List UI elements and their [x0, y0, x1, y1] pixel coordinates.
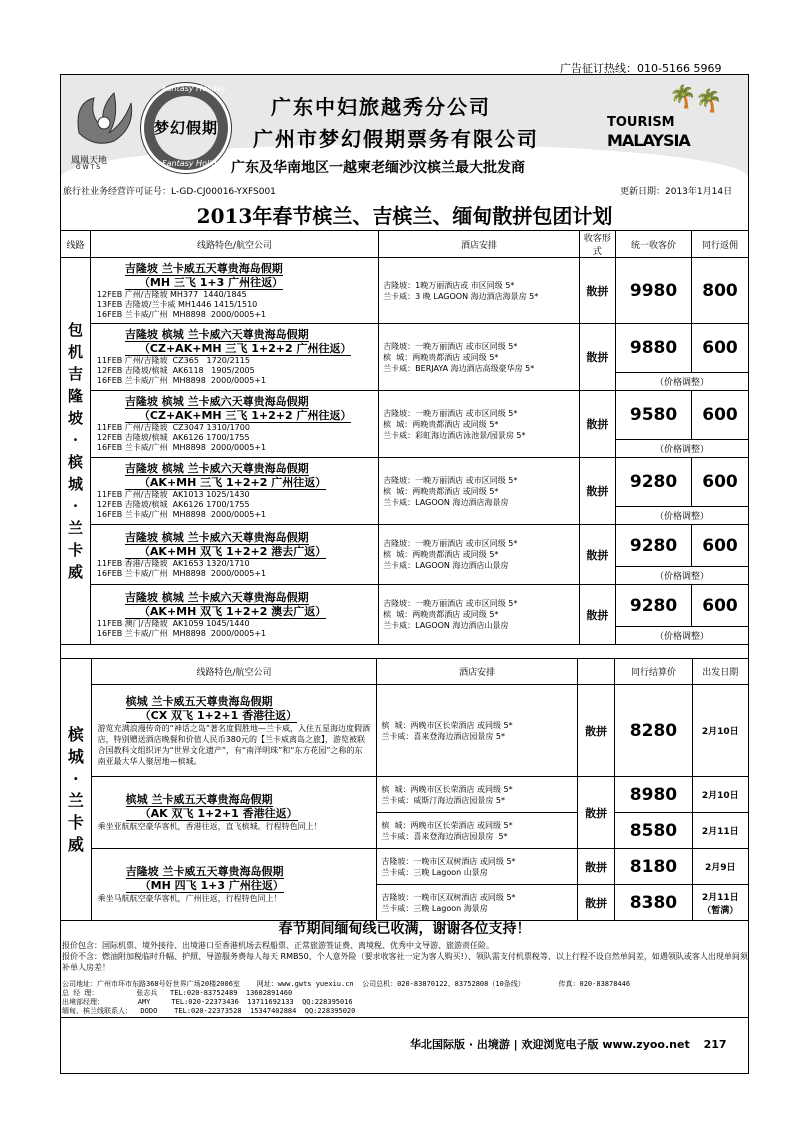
type-cell: 散拼: [579, 391, 615, 458]
commission-cell: 600: [692, 458, 749, 507]
route-sub: （MH 三飞 1+3 广州往返）: [125, 276, 283, 290]
footer-text: 华北国际版 · 出境游 | 欢迎浏览电子版 www.zyoo.net: [410, 1038, 690, 1051]
price-cell: 9580: [616, 391, 692, 440]
price-adjust-note: （价格调整）: [616, 507, 749, 525]
fenghuang-logo-icon: [69, 83, 139, 153]
table-row: [61, 777, 749, 813]
hotel-cell: 吉隆坡：一晚万丽酒店 或市区同级 5* 槟 城：两晚贵都酒店 或同级 5* 兰卡威：BERJAYA 海边酒店高级豪华房 5*: [379, 324, 580, 391]
hotel-cell: 吉隆坡：1晚万丽酒店或 市区同级 5* 兰卡威：3 晚 LAGOON 海边酒店海景房 5*: [379, 258, 580, 324]
type-cell: 散拼: [579, 585, 615, 645]
price-adjust-note: （价格调整）: [616, 373, 749, 391]
date-cell: 2月10日: [692, 777, 748, 813]
type-cell: 散拼: [577, 849, 615, 885]
flight-info: 11FEB 澳门/吉隆坡 AK1059 1045/1440 16FEB 兰卡威/广州 MH8898 2000/0005+1: [96, 618, 267, 638]
commission-cell: 600: [692, 525, 749, 567]
type-cell: 散拼: [579, 525, 615, 585]
page-number: 217: [703, 1038, 727, 1051]
col-header-features: 线路特色/航空公司: [91, 659, 377, 685]
date-cell: 2月9日: [692, 849, 748, 885]
price-cell: 9980: [616, 258, 692, 324]
myanmar-closed-notice: 春节期间缅甸线已收满，谢谢各位支持！: [278, 921, 531, 937]
price-cell: 8580: [615, 813, 692, 849]
route-sub: （AK+MH 双飞 1+2+2 港去广返）: [125, 545, 326, 559]
price-cell: 9280: [616, 585, 692, 627]
fantasy-holiday-logo: [141, 83, 231, 173]
hotel-cell: 吉隆坡：一晚市区双树酒店 或同级 5* 兰卡威：三晚 Lagoon 山景房: [377, 849, 577, 885]
date-cell: 2月11日 （暂满）: [692, 885, 748, 921]
route-title: 吉隆坡 兰卡威五天尊贵海岛假期: [124, 261, 283, 275]
type-cell: 散拼: [577, 777, 615, 849]
commission-cell: 600: [692, 585, 749, 627]
footer: [410, 1036, 727, 1052]
category-penang: 槟 城 · 兰 卡 威: [61, 659, 92, 921]
type-cell: 散拼: [579, 324, 615, 391]
type-cell: 散拼: [579, 458, 615, 525]
price-notes: [62, 940, 748, 973]
table-row: [61, 324, 749, 373]
type-cell: 散拼: [579, 258, 615, 324]
table-row: [61, 525, 749, 567]
table-header-row: [61, 231, 749, 258]
price-cell: 8380: [615, 885, 692, 921]
type-cell: 散拼: [577, 685, 615, 777]
hotel-cell: 槟 城：两晚市区长荣酒店 或同级 5* 兰卡威：喜来登海边酒店园景房 5*: [377, 685, 577, 777]
palm-tree-icon: 🌴: [695, 89, 723, 114]
hotel-cell: 吉隆坡：一晚万丽酒店 或市区同级 5* 槟 城：两晚贵都酒店 或同级 5* 兰卡威：LAGOON 海边酒店山景房: [379, 525, 580, 585]
flight-info: 11FEB 广州/吉隆坡 CZ365 1720/2115 12FEB 吉隆坡/槟城 AK6118 1905/2005 16FEB 兰卡威/广州 MH8898 2000/0005+1: [96, 356, 267, 385]
license-number: 旅行社业务经营许可证号：L-GD-CJ00016-YXFS001: [63, 187, 276, 197]
price-excludes: 报价不含：燃油附加税临时升幅、护照、导游服务费每人每天 RMB50、个人意外险（要求收客社一定为客人购买!）、领队需支付机票税等、以上行程不设自然单间差，如遇领队或客人出现单间须补单人房差！: [62, 952, 748, 972]
company-subtitle: 广东及华南地区一越柬老缅沙汶槟兰最大批发商: [231, 160, 525, 176]
table-row: [61, 258, 749, 324]
route-cell: [90, 258, 378, 324]
hotel-cell: 槟 城：两晚市区长荣酒店 或同级 5* 兰卡威：喜来登海边酒店园景房 5*: [377, 813, 577, 849]
route-title: 吉隆坡 槟城 兰卡威六天尊贵海岛假期: [124, 462, 309, 475]
hotel-cell: 吉隆坡：一晚市区双树酒店 或同级 5* 兰卡威：三晚 Lagoon 海景房: [377, 885, 577, 921]
col-header-date: 出发日期: [692, 659, 748, 685]
route-sub: （CX 双飞 1+2+1 香港往返）: [126, 709, 297, 723]
route-sub: （AK+MH 三飞 1+2+2 广州往返）: [125, 476, 326, 490]
table-row: [61, 391, 749, 440]
route-title: 吉隆坡 槟城 兰卡威六天尊贵海岛假期: [124, 395, 309, 408]
route-cell: [91, 685, 377, 777]
price-cell: 8980: [615, 777, 692, 813]
col-header-features: 线路特色/航空公司: [90, 231, 378, 258]
price-adjust-note: （价格调整）: [616, 567, 749, 585]
route-sub: （AK 双飞 1+2+1 香港往返）: [126, 807, 298, 821]
charter-tours-table: [60, 230, 749, 645]
flight-info: 11FEB 香港/吉隆坡 AK1653 1320/1710 16FEB 兰卡威/广州 MH8898 2000/0005+1: [96, 558, 267, 578]
malaysia-text: MALAYSIA: [607, 131, 690, 150]
commission-cell: 600: [692, 391, 749, 440]
route-sub: （CZ+AK+MH 三飞 1+2+2 广州往返）: [125, 342, 352, 356]
route-cell: [91, 849, 377, 921]
category-charter: 包机 吉隆坡 · 槟城 · 兰卡威: [61, 258, 91, 645]
flight-info: 11FEB 广州/吉隆坡 AK1013 1025/1430 12FEB 吉隆坡/槟城 AK6126 1700/1755 16FEB 兰卡威/广州 MH8898 2000/0005+1: [96, 490, 267, 519]
company-title-2: 广州市梦幻假期票务有限公司: [253, 127, 539, 151]
price-cell: 9280: [616, 525, 692, 567]
commission-cell: 600: [692, 324, 749, 373]
tourism-malaysia-logo: [599, 85, 723, 159]
table-header-row: [61, 659, 749, 685]
date-cell: 2月11日: [692, 813, 748, 849]
tourism-text: TOURISM: [607, 115, 675, 130]
price-includes: 报价包含：国际机票、境外接待、出境港口至香港机场去程船票、正常旅游签证费、离境税、优秀中文导游、旅游责任险。: [62, 941, 494, 950]
route-description: 乘坐马航航空豪华客机，广州往返，行程特色同上！: [97, 894, 282, 903]
route-cell: [90, 458, 378, 525]
route-title: 吉隆坡 槟城 兰卡威六天尊贵海岛假期: [124, 530, 309, 544]
flight-info: 12FEB 广州/吉隆坡 MH377 1440/1845 13FEB 吉隆坡/兰卡威 MH1446 1415/1510 16FEB 兰卡威/广州 MH8898 2000/0005+1: [96, 289, 267, 319]
palm-tree-icon: 🌴: [669, 85, 697, 110]
route-sub: （CZ+AK+MH 三飞 1+2+2 广州往返）: [125, 409, 352, 423]
route-cell: [90, 391, 378, 458]
gwts-text: GWTS: [76, 164, 103, 171]
hotel-cell: 吉隆坡：一晚万丽酒店 或市区同级 5* 槟 城：两晚贵都酒店 或同级 5* 兰卡威：LAGOON 海边酒店山景房: [379, 585, 580, 645]
footer-divider: [60, 1017, 749, 1018]
col-header-type: 收客形式: [579, 231, 615, 258]
dream-holiday-logo-text: 梦幻假期: [154, 96, 218, 160]
route-description: 游览充满浪漫传奇的“神话之岛”著名度假胜地—兰卡威，入住五星海边度假酒店，特别赠送酒店晚餐和价值人民币380元的【兰卡威离岛之旅】，游览被联合国教科文组织评为“世界文化遗产”，有“南洋明珠”和“东方花园”之称的东南亚最大华人聚居地—槟城。: [97, 723, 370, 766]
route-cell: [90, 324, 378, 391]
table-row: [61, 458, 749, 507]
table-row: [61, 585, 749, 627]
route-title: 槟城 兰卡威五天尊贵海岛假期: [125, 694, 273, 708]
route-cell: [90, 525, 378, 585]
logo-ring-text-top: Fantasy Holiday: [162, 84, 227, 93]
col-header-hotel: 酒店安排: [377, 659, 577, 685]
hotel-cell: 槟 城：两晚市区长荣酒店 或同级 5* 兰卡威：威斯汀海边酒店园景房 5*: [377, 777, 577, 813]
hotel-cell: 吉隆坡：一晚万丽酒店 或市区同级 5* 槟 城：两晚贵都酒店 或同级 5* 兰卡威：彩虹海边酒店泳池景/园景房 5*: [379, 391, 580, 458]
price-cell: 8180: [615, 849, 692, 885]
hotel-cell: 吉隆坡：一晚万丽酒店 或市区同级 5* 槟 城：两晚贵都酒店 或同级 5* 兰卡威：LAGOON 海边酒店海景房: [379, 458, 580, 525]
fenghuang-logo-text: 鳳凰天地: [71, 156, 108, 166]
col-header-type-empty: [577, 659, 615, 685]
penang-langkawi-table: [60, 658, 749, 921]
col-header-price: 统一收客价: [616, 231, 692, 258]
company-title-1: 广东中妇旅越秀分公司: [271, 95, 491, 119]
route-cell: [90, 585, 378, 645]
ad-hotline: 广告征订热线：010-5166 5969: [560, 62, 722, 75]
col-header-price: 同行结算价: [615, 659, 692, 685]
route-cell: [91, 777, 377, 849]
table-row: [61, 849, 749, 885]
price-adjust-note: （价格调整）: [616, 627, 749, 645]
price-adjust-note: （价格调整）: [616, 440, 749, 458]
logo-ring-text-bottom: Fantasy Holiday: [162, 159, 227, 168]
update-date: 更新日期：2013年1月14日: [620, 187, 733, 197]
contact-info: 公司地址：广州市环市东路368号好世界广场20楼2006室 网址：www.gwts yuexiu.cn 公司总机：020-83870122、83752808（10条线） 传真：020-83878446 总 经 理： 张志兵 TEL:020-83752489 13602891460 出境部经理： AMY TEL:020-22373436 13711692133 QQ:228395016 缅甸、槟兰线联系人： DODO TEL:020-22373528 15347402884 QQ:228395020: [62, 980, 631, 1015]
route-description: 乘坐亚航航空豪华客机，香港往返，直飞槟城。行程特色同上！: [97, 822, 322, 831]
col-header-hotel: 酒店安排: [379, 231, 580, 258]
col-header-commission: 同行返佣: [692, 231, 749, 258]
date-cell: 2月10日: [692, 685, 748, 777]
header-banner: [61, 75, 748, 184]
page-title: 2013年春节槟兰、吉槟兰、缅甸散拼包团计划: [196, 204, 613, 228]
commission-cell: 800: [692, 258, 749, 324]
price-cell: 9880: [616, 324, 692, 373]
table-row: [61, 685, 749, 777]
route-sub: （MH 四飞 1+3 广州往返）: [126, 879, 284, 893]
route-title: 吉隆坡 兰卡威五天尊贵海岛假期: [125, 865, 284, 878]
price-cell: 9280: [616, 458, 692, 507]
route-title: 吉隆坡 槟城 兰卡威六天尊贵海岛假期: [124, 328, 309, 341]
col-header-route: 线路: [61, 231, 91, 258]
flight-info: 11FEB 广州/吉隆坡 CZ3047 1310/1700 12FEB 吉隆坡/槟城 AK6126 1700/1755 16FEB 兰卡威/广州 MH8898 2000/0005+1: [96, 423, 267, 452]
price-cell: 8280: [615, 685, 692, 777]
type-cell: 散拼: [577, 885, 615, 921]
route-title: 槟城 兰卡威五天尊贵海岛假期: [125, 793, 273, 806]
route-title: 吉隆坡 槟城 兰卡威六天尊贵海岛假期: [124, 590, 309, 604]
route-sub: （AK+MH 双飞 1+2+2 澳去广返）: [125, 605, 326, 619]
